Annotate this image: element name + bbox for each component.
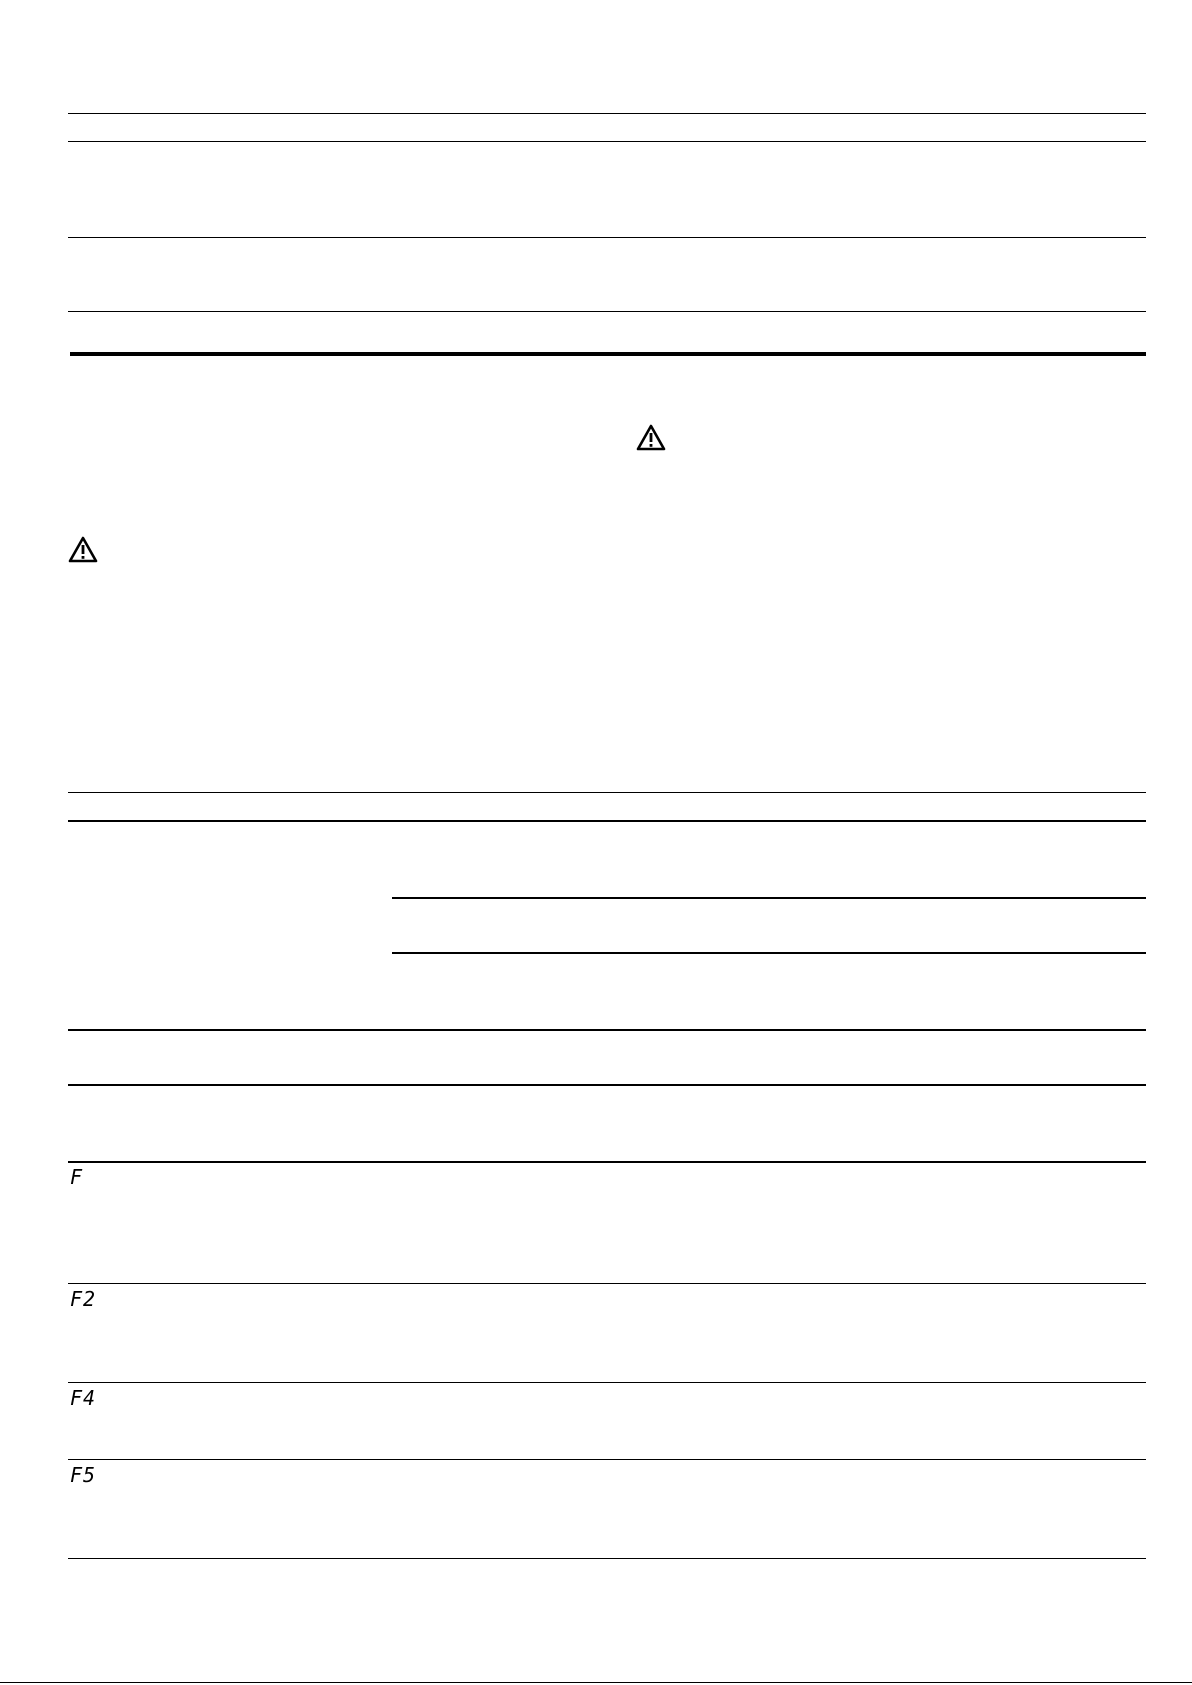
error-table-rule-6	[68, 1084, 1146, 1086]
top-table-rule-4	[68, 311, 1146, 312]
error-table-rule-top	[68, 792, 1146, 793]
error-table-subrow-rule-1	[392, 897, 1146, 899]
error-table-header-rule	[68, 820, 1146, 822]
top-table-rule-2	[68, 141, 1146, 142]
error-code-f4: F4	[70, 1386, 97, 1410]
section-divider	[70, 352, 1146, 356]
warning-triangle-icon	[636, 424, 666, 451]
error-table-rule-8	[68, 1283, 1146, 1284]
error-code-f5: F5	[70, 1463, 97, 1487]
error-table-rule-7	[68, 1161, 1146, 1163]
error-table-rule-5	[68, 1029, 1146, 1031]
top-table-rule-3	[68, 237, 1146, 238]
warning-triangle-icon	[68, 536, 98, 563]
top-table-rule-1	[68, 113, 1146, 114]
error-code-f2: F2	[70, 1287, 97, 1311]
error-table-rule-bottom	[68, 1558, 1146, 1559]
error-table-rule-10	[68, 1459, 1146, 1460]
error-code-f: F	[70, 1165, 84, 1189]
footer-rule	[0, 1682, 1192, 1683]
error-table-rule-9	[68, 1382, 1146, 1383]
error-table-subrow-rule-2	[392, 952, 1146, 954]
